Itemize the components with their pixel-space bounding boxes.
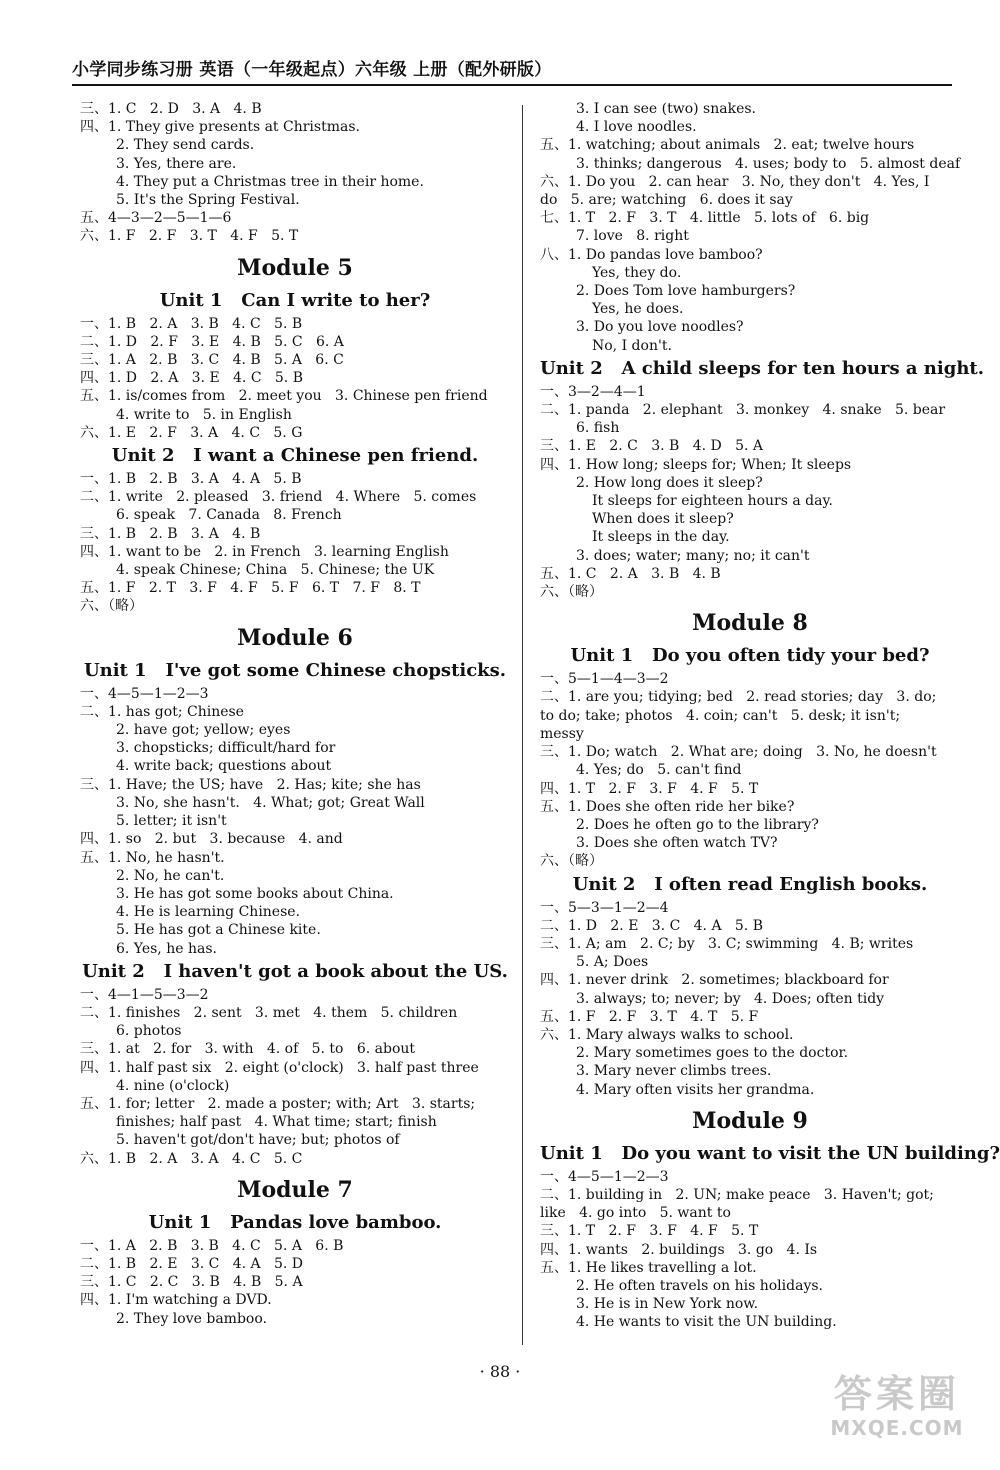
answer-line: 5. A; Does xyxy=(576,954,649,971)
answer-line: 五、1. F 2. F 3. T 4. T 5. F xyxy=(540,1008,759,1025)
answer-line: 一、3—2—4—1 xyxy=(540,383,646,400)
answer-line: 六、（略） xyxy=(540,853,603,870)
answer-line: 五、1. C 2. A 3. B 4. B xyxy=(540,565,721,582)
answer-line: 6. photos xyxy=(116,1023,182,1040)
answer-line: 3. Does she often watch TV? xyxy=(576,835,778,852)
answer-line: 五、1. is/comes from 2. meet you 3. Chinese pen friend xyxy=(80,388,488,405)
answer-line: 3. No, she hasn't. 4. What; got; Great Wall xyxy=(116,794,425,811)
unit-heading: Unit 2 I haven't got a book about the US. xyxy=(82,960,508,982)
answer-line: 三、1. Do; watch 2. What are; doing 3. No, he doesn't xyxy=(540,744,937,761)
answer-line: 二、1. building in 2. UN; make peace 3. Haven't; got; xyxy=(540,1186,934,1203)
answer-line: 三、1. C 2. D 3. A 4. B xyxy=(80,101,262,117)
answer-line: do 5. are; watching 6. does it say xyxy=(540,192,793,209)
answer-line: 五、1. F 2. T 3. F 4. F 5. F 6. T 7. F 8. T xyxy=(80,580,421,597)
answer-line: 5. haven't got/don't have; but; photos of xyxy=(116,1132,400,1149)
answer-line: 4. write to 5. in English xyxy=(116,406,292,423)
answer-line: 三、1. T 2. F 3. F 4. F 5. T xyxy=(540,1223,759,1240)
answer-line: 4. He is learning Chinese. xyxy=(116,904,301,921)
answer-line: 3. thinks; dangerous 4. uses; body to 5. almost deaf xyxy=(576,155,961,172)
answer-line: 六、（略） xyxy=(80,598,143,615)
answer-line: 3. He has got some books about China. xyxy=(116,885,394,902)
answer-line: 一、1. B 2. B 3. A 4. A 5. B xyxy=(80,471,302,488)
answer-line: 六、1. Mary always walks to school. xyxy=(540,1026,794,1043)
answer-line: to do; take; photos 4. coin; can't 5. desk; it isn't; xyxy=(540,707,901,724)
answer-line: 2. He often travels on his holidays. xyxy=(576,1277,823,1294)
answer-line: 3. Do you love noodles? xyxy=(576,319,744,336)
answer-line: 五、4—3—2—5—1—6 xyxy=(80,210,232,227)
column-divider xyxy=(522,105,523,1345)
answer-line: 4. I love noodles. xyxy=(576,119,697,136)
answer-line: 一、1. B 2. A 3. B 4. C 5. B xyxy=(80,315,303,332)
answer-line: 3. always; to; never; by 4. Does; often tidy xyxy=(576,990,885,1007)
answer-line: 3. Yes, there are. xyxy=(116,155,237,172)
answer-line: 七、1. T 2. F 3. T 4. little 5. lots of 6. big xyxy=(540,210,870,227)
answer-line: 四、1. They give presents at Christmas. xyxy=(80,119,360,136)
answer-line: 二、1. finishes 2. sent 3. met 4. them 5. children xyxy=(80,1004,458,1021)
watermark-logo xyxy=(822,1372,972,1452)
unit-heading: Unit 1 Pandas love bamboo. xyxy=(148,1211,442,1233)
answer-line: 六、1. F 2. F 3. T 4. F 5. T xyxy=(80,228,299,245)
answer-line: 六、1. Do you 2. can hear 3. No, they don't 4. Yes, I xyxy=(540,173,930,190)
answer-line: 三、1. at 2. for 3. with 4. of 5. to 6. about xyxy=(80,1041,416,1058)
answer-line: 四、1. want to be 2. in French 3. learning English xyxy=(80,543,449,560)
answer-line: messy xyxy=(540,725,584,742)
module-heading: Module 8 xyxy=(692,610,808,637)
unit-heading: Unit 1 Do you often tidy your bed? xyxy=(570,645,930,667)
answer-line: 2. Mary sometimes goes to the doctor. xyxy=(576,1045,849,1062)
answer-line: It sleeps in the day. xyxy=(592,529,730,546)
answer-line: 四、1. so 2. but 3. because 4. and xyxy=(80,831,343,848)
answer-line: 三、1. E 2. C 3. B 4. D 5. A xyxy=(540,438,763,455)
answer-line: 四、1. I'm watching a DVD. xyxy=(80,1292,272,1309)
answer-line: 一、4—5—1—2—3 xyxy=(80,685,209,702)
answer-line: 5. It's the Spring Festival. xyxy=(116,192,300,209)
answer-line: 三、1. A 2. B 3. C 4. B 5. A 6. C xyxy=(80,352,344,369)
unit-heading: Unit 1 Do you want to visit the UN building? xyxy=(540,1142,1000,1164)
right-column xyxy=(540,100,1000,1332)
answer-line: 五、1. He likes travelling a lot. xyxy=(540,1259,757,1276)
answer-line: 一、4—1—5—3—2 xyxy=(80,986,209,1003)
answer-line: 6. speak 7. Canada 8. French xyxy=(116,507,342,524)
answer-line: 二、1. D 2. E 3. C 4. A 5. B xyxy=(540,917,763,934)
answer-line: 一、5—1—4—3—2 xyxy=(540,671,669,688)
answer-line: 3. Mary never climbs trees. xyxy=(576,1063,772,1080)
answer-line: 三、1. A; am 2. C; by 3. C; swimming 4. B; writes xyxy=(540,935,914,952)
answer-line: 二、1. write 2. pleased 3. friend 4. Where 5. comes xyxy=(80,489,477,506)
answer-line: 4. write back; questions about xyxy=(116,758,332,775)
answer-line: 二、1. panda 2. elephant 3. monkey 4. snake 5. bear xyxy=(540,402,946,419)
answer-line: 3. I can see (two) snakes. xyxy=(576,101,757,117)
module-heading: Module 9 xyxy=(692,1107,808,1134)
watermark-top-text: 答案圈 xyxy=(833,1372,960,1416)
answer-line: No, I don't. xyxy=(592,337,672,354)
answer-line: 4. They put a Christmas tree in their home. xyxy=(116,173,424,190)
answer-line: 一、4—5—1—2—3 xyxy=(540,1168,669,1185)
page-header-title: 小学同步练习册 英语（一年级起点）六年级 上册（配外研版） xyxy=(72,60,952,86)
answer-line: 3. He is in New York now. xyxy=(576,1296,759,1313)
answer-line: 5. He has got a Chinese kite. xyxy=(116,922,321,939)
answer-line: 五、1. watching; about animals 2. eat; twelve hours xyxy=(540,137,915,154)
answer-line: 二、1. D 2. F 3. E 4. B 5. C 6. A xyxy=(80,333,344,350)
answer-line: 二、1. has got; Chinese xyxy=(80,703,244,720)
answer-line: It sleeps for eighteen hours a day. xyxy=(592,493,833,510)
answer-line: 五、1. No, he hasn't. xyxy=(80,849,225,866)
answer-line: 六、1. B 2. A 3. A 4. C 5. C xyxy=(80,1150,303,1167)
unit-heading: Unit 2 I often read English books. xyxy=(572,873,928,895)
answer-line: 四、1. never drink 2. sometimes; blackboard for xyxy=(540,972,889,989)
answer-line: 四、1. wants 2. buildings 3. go 4. Is xyxy=(540,1241,818,1258)
answer-line: Yes, they do. xyxy=(592,264,682,281)
answer-line: 4. Yes; do 5. can't find xyxy=(576,762,742,779)
answer-line: 4. He wants to visit the UN building. xyxy=(576,1314,837,1331)
answer-line: 2. They love bamboo. xyxy=(116,1310,267,1327)
answer-line: 五、1. for; letter 2. made a poster; with; Art 3. starts; xyxy=(80,1095,476,1112)
answer-line: 2. Does he often go to the library? xyxy=(576,816,819,833)
left-column xyxy=(80,100,510,1328)
answer-line: 5. letter; it isn't xyxy=(116,813,227,830)
answer-line: When does it sleep? xyxy=(592,511,734,528)
module-heading: Module 7 xyxy=(237,1176,353,1203)
answer-line: 一、1. A 2. B 3. B 4. C 5. A 6. B xyxy=(80,1237,344,1254)
answer-line: 一、5—3—1—2—4 xyxy=(540,899,669,916)
answer-line: finishes; half past 4. What time; start; finish xyxy=(116,1114,437,1131)
answer-line: 7. love 8. right xyxy=(576,228,689,245)
unit-heading: Unit 2 I want a Chinese pen friend. xyxy=(111,445,479,467)
answer-line: 六、1. E 2. F 3. A 4. C 5. G xyxy=(80,424,303,441)
answer-line: 三、1. B 2. B 3. A 4. B xyxy=(80,525,261,542)
answer-line: 五、1. Does she often ride her bike? xyxy=(540,798,795,815)
page-number: · 88 · xyxy=(479,1362,521,1381)
answer-line: 4. Mary often visits her grandma. xyxy=(576,1081,815,1098)
answer-line: 2. How long does it sleep? xyxy=(576,474,763,491)
unit-heading: Unit 1 Can I write to her? xyxy=(159,289,431,311)
unit-heading: Unit 1 I've got some Chinese chopsticks. xyxy=(83,659,507,681)
answer-line: like 4. go into 5. want to xyxy=(540,1205,731,1222)
answer-line: 四、1. half past six 2. eight (o'clock) 3. half past three xyxy=(80,1059,479,1076)
answer-line: 二、1. are you; tidying; bed 2. read stories; day 3. do; xyxy=(540,689,937,706)
watermark-bottom-text: MXQE.COM xyxy=(830,1416,964,1440)
answer-line: 2. have got; yellow; eyes xyxy=(116,722,291,739)
unit-heading: Unit 2 A child sleeps for ten hours a night. xyxy=(540,357,984,379)
answer-line: 6. fish xyxy=(576,420,620,437)
answer-line: 6. Yes, he has. xyxy=(116,940,217,957)
answer-line: 2. They send cards. xyxy=(116,137,255,154)
module-heading: Module 6 xyxy=(237,624,353,651)
answer-line: 4. speak Chinese; China 5. Chinese; the UK xyxy=(116,562,435,579)
answer-line: 三、1. C 2. C 3. B 4. B 5. A xyxy=(80,1274,303,1291)
answer-line: 2. No, he can't. xyxy=(116,867,225,884)
answer-line: 3. chopsticks; difficult/hard for xyxy=(116,740,336,757)
answer-line: 四、1. T 2. F 3. F 4. F 5. T xyxy=(540,780,759,797)
answer-line: 4. nine (o'clock) xyxy=(116,1077,230,1094)
answer-line: 2. Does Tom love hamburgers? xyxy=(576,283,796,300)
answer-line: 三、1. Have; the US; have 2. Has; kite; she has xyxy=(80,776,421,793)
answer-line: 四、1. D 2. A 3. E 4. C 5. B xyxy=(80,370,303,387)
answer-line: 3. does; water; many; no; it can't xyxy=(576,547,810,564)
answer-line: 八、1. Do pandas love bamboo? xyxy=(540,246,763,263)
answer-line: 四、1. How long; sleeps for; When; It sleeps xyxy=(540,456,852,473)
module-heading: Module 5 xyxy=(237,254,353,281)
answer-line: Yes, he does. xyxy=(592,301,684,318)
answer-line: 二、1. B 2. E 3. C 4. A 5. D xyxy=(80,1255,303,1272)
answer-line: 六、（略） xyxy=(540,584,603,601)
